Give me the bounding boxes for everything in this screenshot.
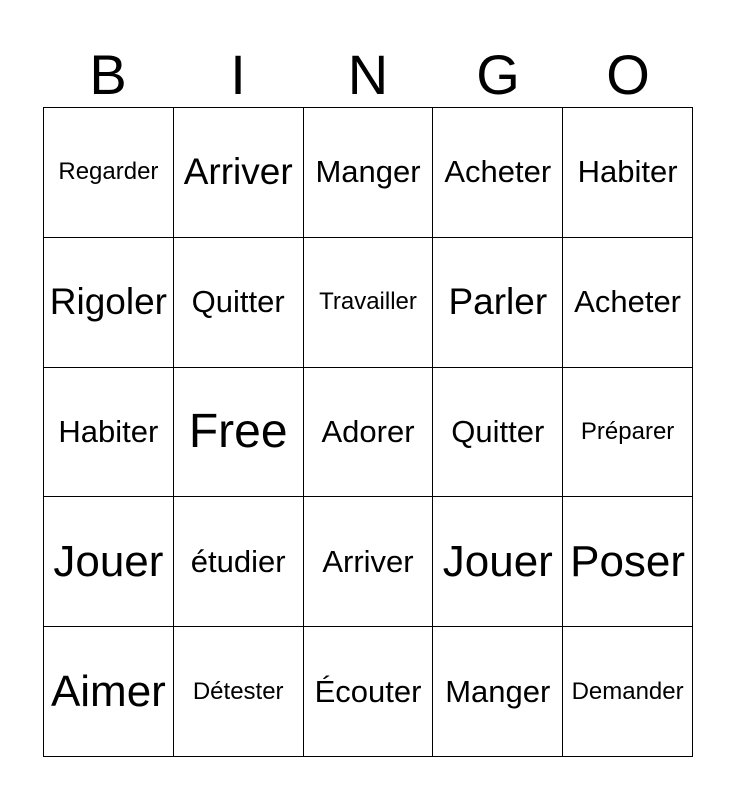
bingo-cell[interactable]: Préparer — [563, 368, 693, 498]
bingo-cell[interactable]: Rigoler — [44, 238, 174, 368]
bingo-cell[interactable]: Arriver — [174, 108, 304, 238]
header-letter-i: I — [230, 43, 246, 106]
header-letter-g: G — [476, 43, 520, 106]
bingo-cell[interactable]: Travailler — [304, 238, 434, 368]
bingo-cell[interactable]: Écouter — [304, 627, 434, 757]
bingo-cell[interactable]: Manger — [304, 108, 434, 238]
bingo-cell[interactable]: Détester — [174, 627, 304, 757]
bingo-cell[interactable]: Demander — [563, 627, 693, 757]
bingo-header — [43, 44, 693, 106]
bingo-cell[interactable]: Acheter — [563, 238, 693, 368]
header-letter-b: B — [89, 43, 127, 106]
bingo-card-grid — [43, 107, 693, 757]
bingo-cell[interactable]: Habiter — [563, 108, 693, 238]
bingo-cell[interactable]: Arriver — [304, 497, 434, 627]
bingo-cell[interactable]: Habiter — [44, 368, 174, 498]
bingo-cell[interactable]: Regarder — [44, 108, 174, 238]
bingo-cell[interactable]: Manger — [433, 627, 563, 757]
bingo-cell[interactable]: Jouer — [433, 497, 563, 627]
bingo-cell[interactable]: étudier — [174, 497, 304, 627]
bingo-cell[interactable]: Parler — [433, 238, 563, 368]
bingo-cell[interactable]: Poser — [563, 497, 693, 627]
header-letter-n: N — [347, 43, 389, 106]
bingo-cell[interactable]: Adorer — [304, 368, 434, 498]
bingo-cell[interactable]: Quitter — [433, 368, 563, 498]
bingo-cell[interactable]: Quitter — [174, 238, 304, 368]
header-letter-o: O — [606, 43, 650, 106]
bingo-cell[interactable]: Acheter — [433, 108, 563, 238]
free-space-cell[interactable]: Free — [174, 368, 304, 498]
bingo-cell[interactable]: Jouer — [44, 497, 174, 627]
bingo-cell[interactable]: Aimer — [44, 627, 174, 757]
